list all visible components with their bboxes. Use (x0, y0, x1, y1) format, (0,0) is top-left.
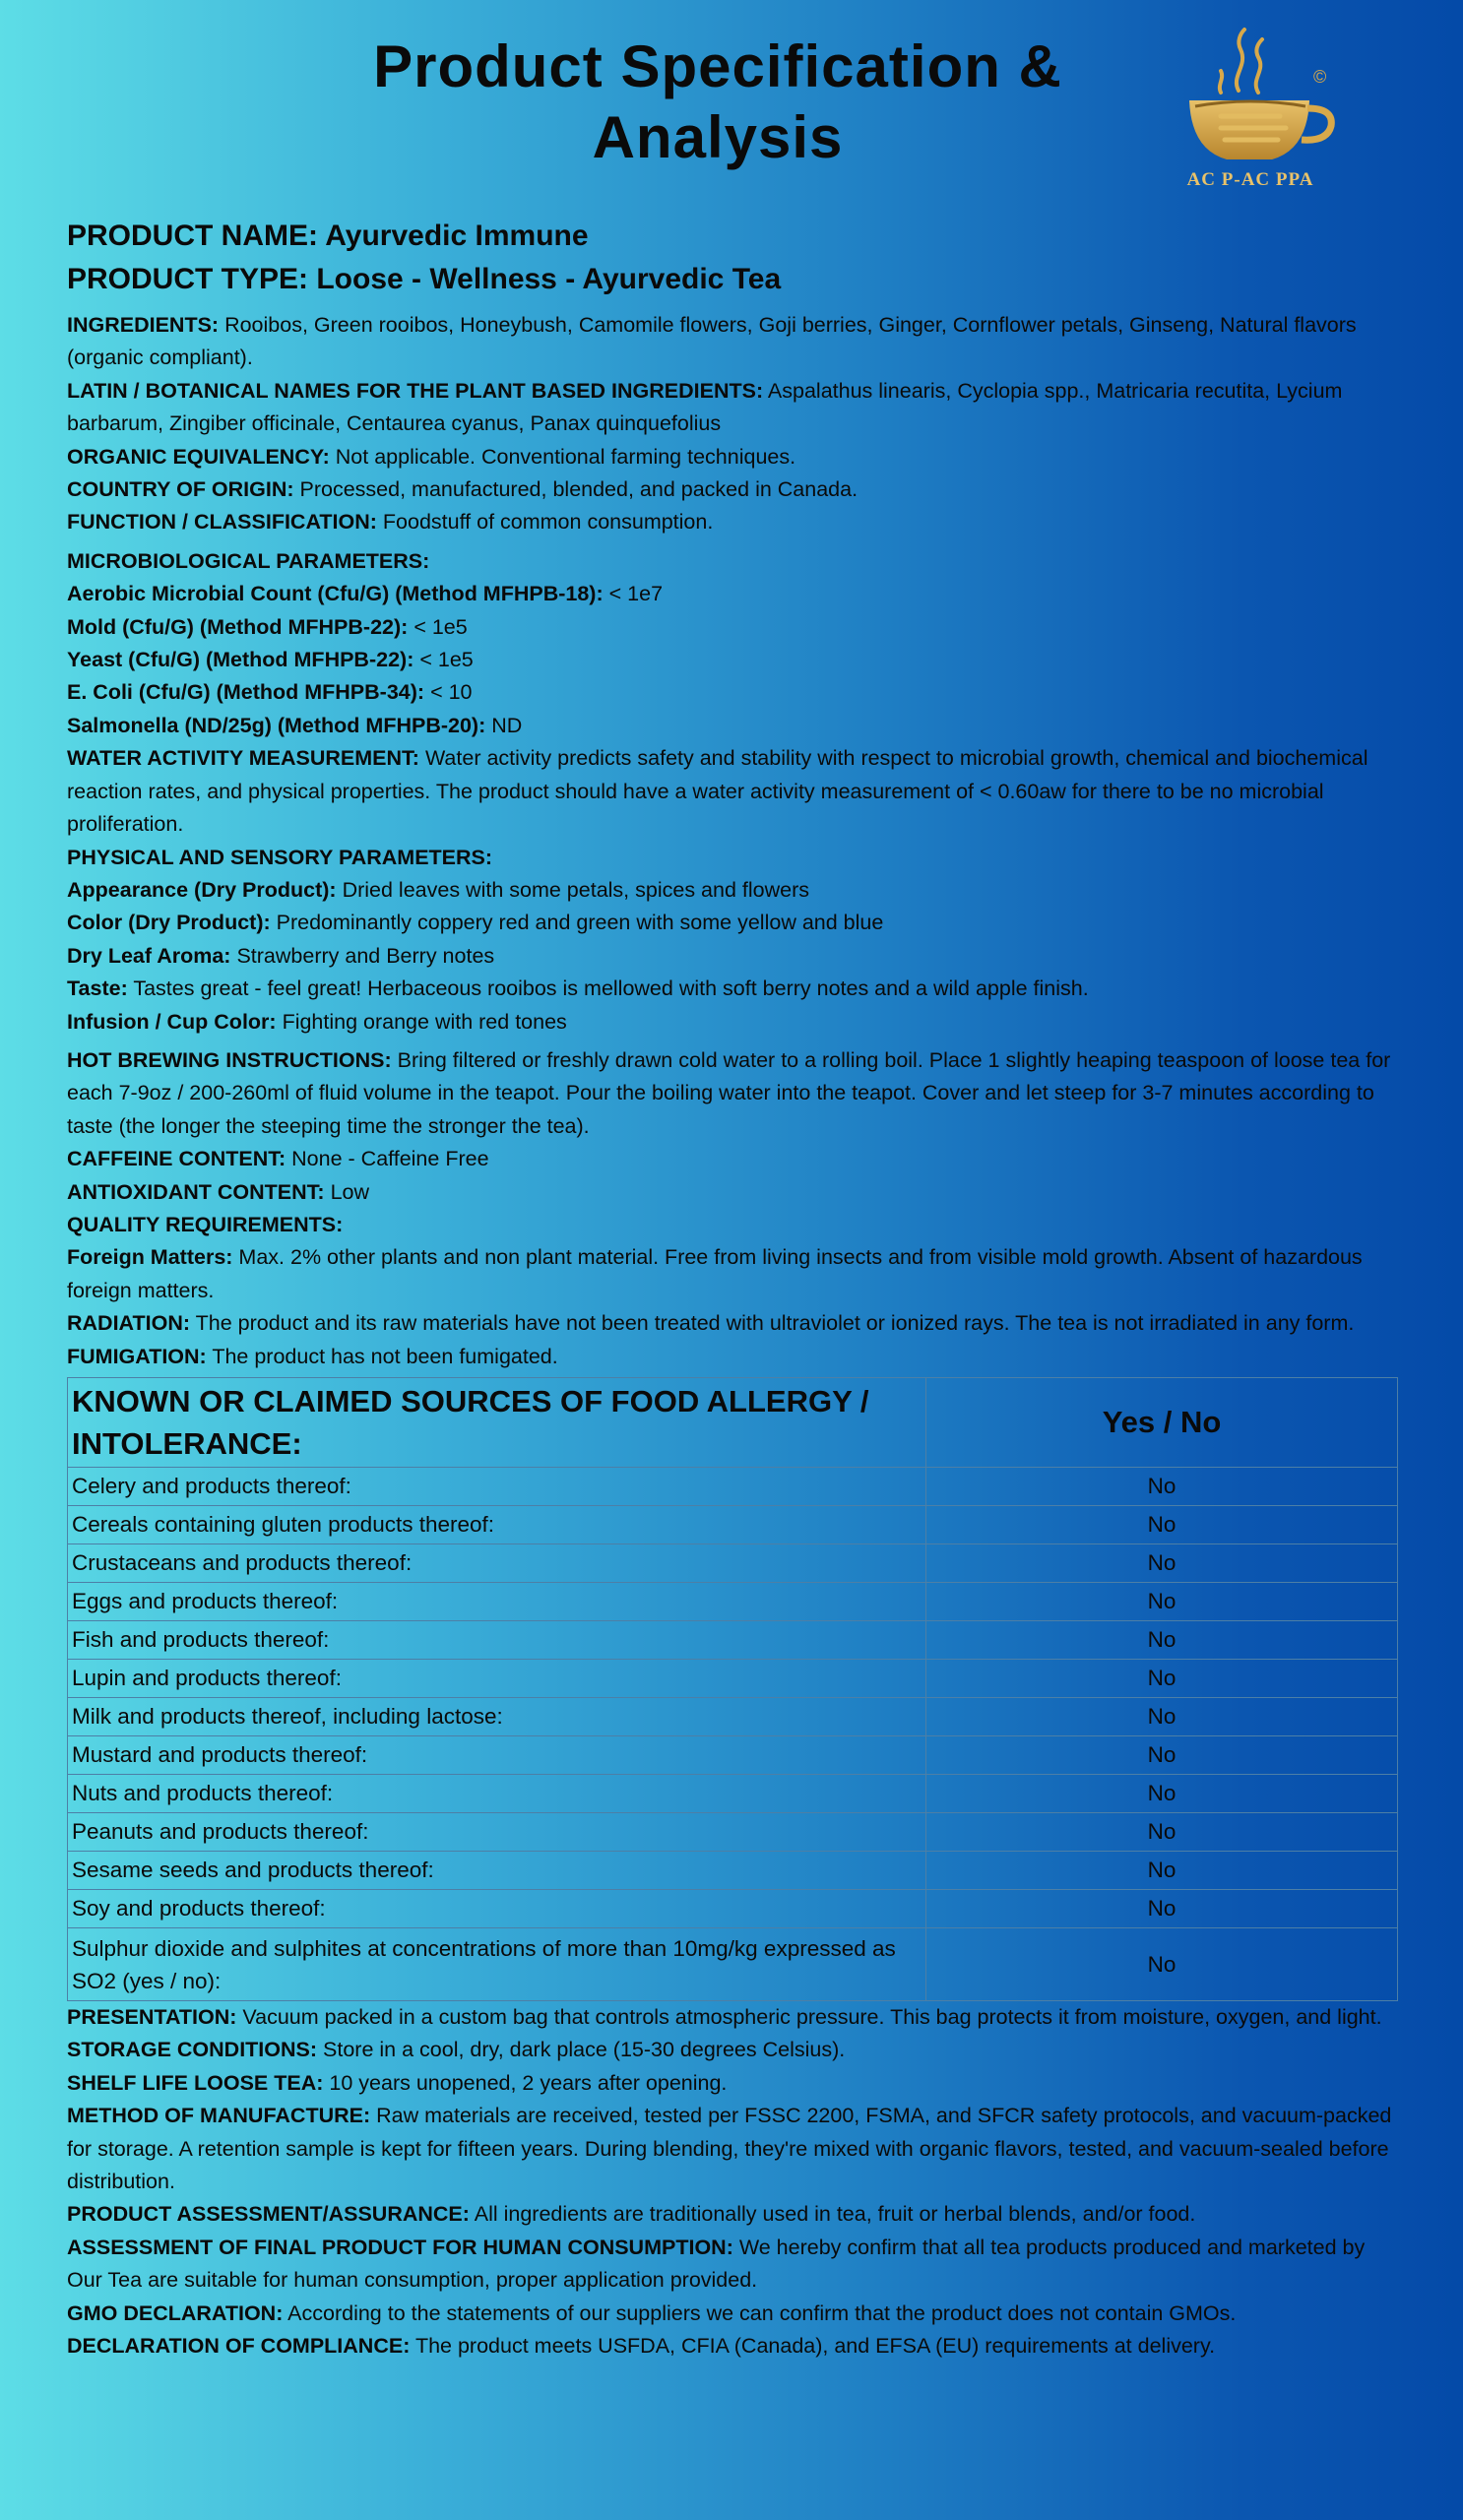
field-label: Mold (Cfu/G) (Method MFHPB-22): (67, 614, 409, 639)
allergy-item-cell: Crustaceans and products thereof: (68, 1544, 926, 1583)
field-value: None - Caffeine Free (291, 1147, 489, 1171)
human-consumption-assessment (67, 2232, 1398, 2298)
field-label: Salmonella (ND/25g) (Method MFHPB-20): (67, 713, 486, 737)
field-label: Foreign Matters: (67, 1245, 233, 1270)
field-label: WATER ACTIVITY MEASUREMENT: (67, 746, 419, 771)
field-value: Max. 2% other plants and non plant material. Free from living insects and from visible mold growth. Absent of hazardous foreign matters. (67, 1245, 1363, 1302)
physical-item (67, 1006, 1398, 1039)
field-value: < 1e5 (413, 614, 468, 639)
radiation (67, 1307, 1398, 1340)
allergy-answer-cell: No (926, 1928, 1398, 2001)
gmo-declaration (67, 2298, 1398, 2330)
allergy-answer-cell: No (926, 1736, 1398, 1775)
field-label: FUNCTION / CLASSIFICATION: (67, 510, 377, 535)
allergy-table (67, 1377, 1398, 2001)
micro-item (67, 644, 1398, 676)
field-value: Not applicable. Conventional farming techniques. (335, 444, 796, 469)
allergy-answer-cell: No (926, 1775, 1398, 1813)
field-value: Bring filtered or freshly drawn cold water to a rolling boil. Place 1 slightly heaping teaspoon of loose tea for each 7-9oz / 200-260ml of fluid volume in the teapot. Pour the boiling water into the teapot. Cover and let steep for 3-7 minutes according to taste (the longer the steeping time the stronger the tea). (67, 1047, 1391, 1138)
product-name (67, 215, 1398, 258)
field-value: The product meets USFDA, CFIA (Canada), and EFSA (EU) requirements at delivery. (414, 2334, 1216, 2359)
field-label: Aerobic Microbial Count (Cfu/G) (Method MFHPB-18): (67, 582, 604, 606)
field-value: Rooibos, Green rooibos, Honeybush, Camomile flowers, Goji berries, Ginger, Cornflower petals, Ginseng, Natural flavors (organic compliant). (67, 313, 1357, 370)
allergy-header-yes-no: Yes / No (926, 1378, 1398, 1468)
product-type (67, 258, 1398, 301)
allergy-item-cell: Mustard and products thereof: (68, 1736, 926, 1775)
field-label: METHOD OF MANUFACTURE: (67, 2104, 371, 2128)
field-label: FUMIGATION: (67, 1344, 207, 1368)
field-value: Tastes great - feel great! Herbaceous rooibos is mellowed with soft berry notes and a wild apple finish. (133, 976, 1089, 1001)
allergy-item-cell: Soy and products thereof: (68, 1890, 926, 1928)
fumigation (67, 1341, 1398, 1373)
field-value: ND (491, 713, 523, 737)
field-value: < 1e5 (419, 648, 474, 672)
logo-text: AC P-AC PPA (1186, 169, 1314, 189)
field-value: Ayurvedic Immune (325, 220, 589, 252)
quality-heading (67, 1209, 1398, 1241)
allergy-item-cell: Sesame seeds and products thereof: (68, 1852, 926, 1890)
foreign-matters (67, 1241, 1398, 1307)
physical-heading (67, 842, 1398, 874)
table-row (68, 1468, 1398, 1506)
field-label: ANTIOXIDANT CONTENT: (67, 1179, 325, 1204)
micro-item (67, 676, 1398, 709)
field-label: E. Coli (Cfu/G) (Method MFHPB-34): (67, 680, 425, 705)
table-row (68, 1736, 1398, 1775)
antioxidant-content (67, 1176, 1398, 1209)
field-value: Dried leaves with some petals, spices and flowers (342, 877, 809, 902)
field-label: RADIATION: (67, 1311, 191, 1336)
field-label: MICROBIOLOGICAL PARAMETERS: (67, 548, 430, 573)
table-row (68, 1698, 1398, 1736)
field-label: PHYSICAL AND SENSORY PARAMETERS: (67, 845, 493, 869)
allergy-item-cell: Lupin and products thereof: (68, 1660, 926, 1698)
micro-item (67, 710, 1398, 742)
physical-item (67, 874, 1398, 907)
field-label: Taste: (67, 976, 128, 1001)
allergy-answer-cell: No (926, 1813, 1398, 1852)
field-value: Raw materials are received, tested per FSSC 2200, FSMA, and SFCR safety protocols, and vacuum-packed for storage. A retention sample is kept for fifteen years. During blending, they're mixed with organic flavors, tested, and vacuum-sealed before distribution. (67, 2104, 1392, 2194)
field-label: PRESENTATION: (67, 2005, 237, 2029)
allergy-answer-cell: No (926, 1852, 1398, 1890)
field-value: Low (330, 1179, 370, 1204)
table-row (68, 1660, 1398, 1698)
spec-content (67, 215, 1398, 2362)
allergy-answer-cell: No (926, 1583, 1398, 1621)
method-of-manufacture (67, 2100, 1398, 2198)
micro-item (67, 611, 1398, 644)
product-assessment (67, 2198, 1398, 2231)
table-row (68, 1852, 1398, 1890)
table-row (68, 1544, 1398, 1583)
field-value: Vacuum packed in a custom bag that controls atmospheric pressure. This bag protects it from moisture, oxygen, and light. (242, 2005, 1382, 2029)
field-label: Color (Dry Product): (67, 911, 271, 935)
physical-item (67, 973, 1398, 1005)
field-value: Strawberry and Berry notes (236, 943, 495, 968)
field-value: < 10 (430, 680, 473, 705)
allergy-table-header (68, 1378, 1398, 1468)
allergy-item-cell: Peanuts and products thereof: (68, 1813, 926, 1852)
cup-icon (1189, 100, 1331, 159)
allergy-answer-cell: No (926, 1698, 1398, 1736)
caffeine-content (67, 1143, 1398, 1175)
field-label: PRODUCT ASSESSMENT/ASSURANCE: (67, 2202, 470, 2227)
table-row (68, 1583, 1398, 1621)
field-label: SHELF LIFE LOOSE TEA: (67, 2070, 324, 2095)
field-value: According to the statements of our suppliers we can confirm that the product does not contain GMOs. (287, 2300, 1237, 2325)
title-line-1: Product Specification & (373, 33, 1062, 99)
field-value: Processed, manufactured, blended, and packed in Canada. (299, 477, 859, 502)
allergy-answer-cell: No (926, 1506, 1398, 1544)
title-line-2: Analysis (592, 104, 844, 170)
shelf-life (67, 2067, 1398, 2100)
field-label: HOT BREWING INSTRUCTIONS: (67, 1047, 392, 1072)
field-label: STORAGE CONDITIONS: (67, 2038, 318, 2062)
field-value: The product and its raw materials have not been treated with ultraviolet or ionized rays. The tea is not irradiated in any form. (195, 1311, 1355, 1336)
physical-item (67, 907, 1398, 939)
allergy-answer-cell: No (926, 1890, 1398, 1928)
table-row (68, 1890, 1398, 1928)
field-value: Predominantly coppery red and green with some yellow and blue (276, 911, 884, 935)
steam-icon (1220, 30, 1262, 93)
field-label: INGREDIENTS: (67, 313, 220, 337)
field-value: 10 years unopened, 2 years after opening. (329, 2070, 728, 2095)
field-label: DECLARATION OF COMPLIANCE: (67, 2334, 411, 2359)
table-row (68, 1928, 1398, 2001)
field-label: LATIN / BOTANICAL NAMES FOR THE PLANT BASED INGREDIENTS: (67, 378, 764, 403)
function-classification (67, 506, 1398, 538)
country-of-origin (67, 473, 1398, 506)
field-value: Loose - Wellness - Ayurvedic Tea (316, 263, 782, 295)
allergy-item-cell: Eggs and products thereof: (68, 1583, 926, 1621)
presentation (67, 2001, 1398, 2034)
allergy-answer-cell: No (926, 1468, 1398, 1506)
latin-names (67, 375, 1398, 441)
table-row (68, 1813, 1398, 1852)
allergy-item-cell: Celery and products thereof: (68, 1468, 926, 1506)
allergy-item-cell: Nuts and products thereof: (68, 1775, 926, 1813)
field-label: Infusion / Cup Color: (67, 1009, 277, 1034)
allergy-item-cell: Fish and products thereof: (68, 1621, 926, 1660)
field-value: PRODUCT TYPE: (67, 263, 309, 295)
allergy-item-cell: Milk and products thereof, including lactose: (68, 1698, 926, 1736)
allergy-item-cell: Sulphur dioxide and sulphites at concentrations of more than 10mg/kg expressed as SO2 (yes / no): (68, 1928, 926, 2001)
field-label: CAFFEINE CONTENT: (67, 1147, 286, 1171)
water-activity (67, 742, 1398, 841)
field-label: COUNTRY OF ORIGIN: (67, 477, 294, 502)
allergy-answer-cell: No (926, 1621, 1398, 1660)
allergy-answer-cell: No (926, 1544, 1398, 1583)
storage-conditions (67, 2034, 1398, 2066)
organic-equivalency (67, 441, 1398, 473)
field-value: < 1e7 (608, 582, 664, 606)
allergy-item-cell: Cereals containing gluten products thereof: (68, 1506, 926, 1544)
field-value: Foodstuff of common consumption. (382, 510, 714, 535)
declaration-of-compliance (67, 2330, 1398, 2362)
field-value: All ingredients are traditionally used in tea, fruit or herbal blends, and/or food. (474, 2202, 1196, 2227)
table-row (68, 1621, 1398, 1660)
field-value: We hereby confirm that all tea products produced and marketed by Our Tea are suitable for human consumption, proper application provided. (67, 2235, 1366, 2293)
field-label: GMO DECLARATION: (67, 2300, 284, 2325)
field-value: The product has not been fumigated. (212, 1344, 558, 1368)
table-row (68, 1506, 1398, 1544)
field-label: Dry Leaf Aroma: (67, 943, 231, 968)
micro-item (67, 578, 1398, 610)
field-label: QUALITY REQUIREMENTS: (67, 1212, 344, 1236)
field-label: ORGANIC EQUIVALENCY: (67, 444, 330, 469)
field-value: Aspalathus linearis, Cyclopia spp., Matricaria recutita, Lycium barbarum, Zingiber officinale, Centaurea cyanus, Panax quinquefolius (67, 378, 1343, 436)
field-label: Yeast (Cfu/G) (Method MFHPB-22): (67, 648, 414, 672)
field-value: Water activity predicts safety and stability with respect to microbial growth, chemical and biochemical reaction rates, and physical properties. The product should have a water activity measurement of < 0.60aw for there to be no microbial proliferation. (67, 746, 1368, 837)
brewing-instructions (67, 1044, 1398, 1143)
field-label: Appearance (Dry Product): (67, 877, 337, 902)
table-row (68, 1775, 1398, 1813)
allergy-answer-cell: No (926, 1660, 1398, 1698)
ingredients (67, 309, 1398, 375)
tea-cup-logo (1162, 22, 1339, 189)
field-value: Fighting orange with red tones (282, 1009, 567, 1034)
micro-heading (67, 545, 1398, 578)
field-label: ASSESSMENT OF FINAL PRODUCT FOR HUMAN CONSUMPTION: (67, 2235, 733, 2259)
field-value: PRODUCT NAME: (67, 220, 318, 252)
logo-mark: © (1313, 67, 1327, 87)
field-value: Store in a cool, dry, dark place (15-30 degrees Celsius). (323, 2038, 846, 2062)
allergy-header-sources: KNOWN OR CLAIMED SOURCES OF FOOD ALLERGY / INTOLERANCE: (68, 1378, 926, 1468)
physical-item (67, 940, 1398, 973)
